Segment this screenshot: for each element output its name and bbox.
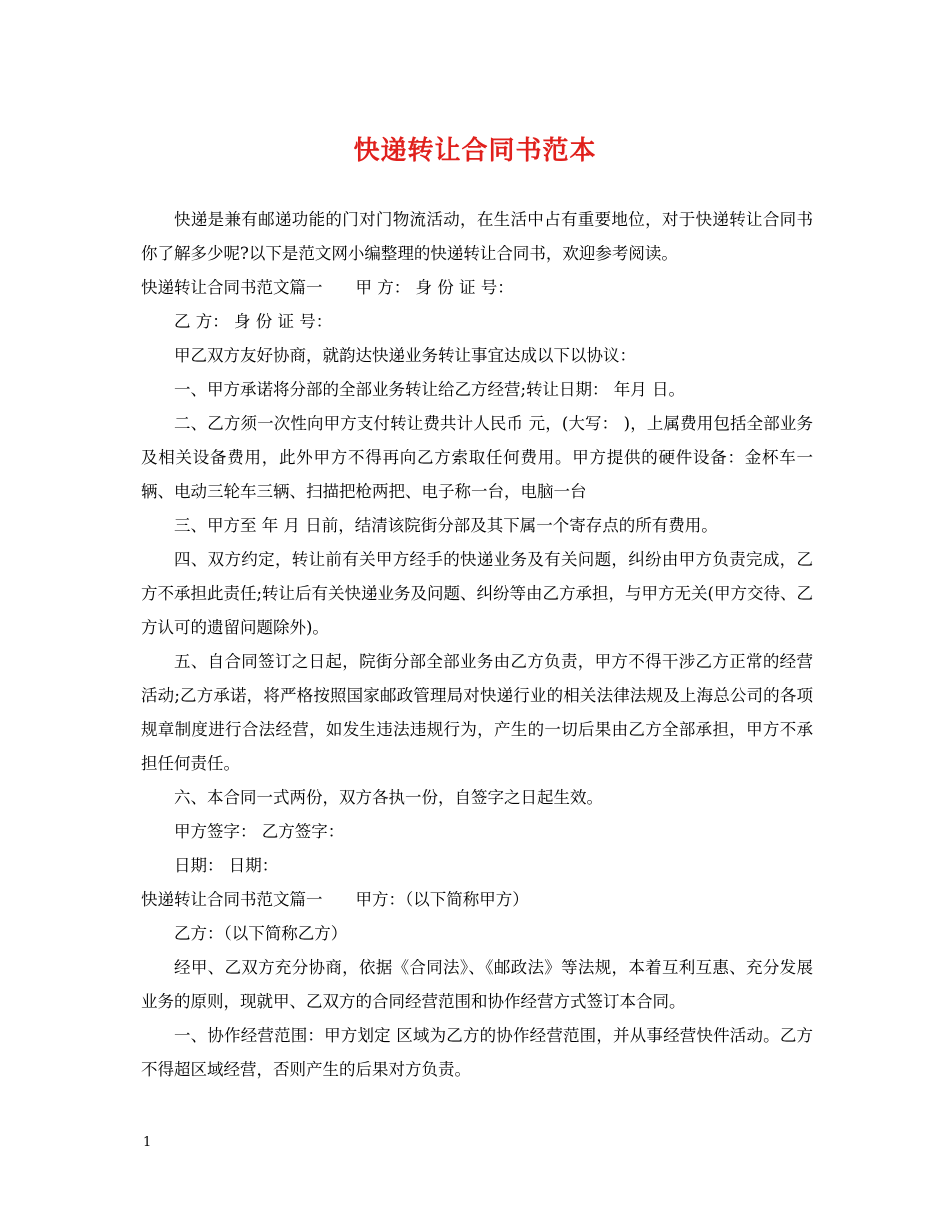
paragraph: 三、甲方至 年 月 日前，结清该院街分部及其下属一个寄存点的所有费用。 [174,516,718,535]
paragraph: 六、本合同一式两份，双方各执一份，自签字之日起生效。 [174,788,603,807]
paragraph: 经甲、乙双方充分协商，依据《合同法》、《邮政法》等法规，本着互利互惠、充分发展业务的原则，现就甲、乙双方的合同经营范围和协作经营方式签订本合同。 [141,958,813,1011]
paragraph: 乙方：（以下简称乙方） [174,924,348,943]
paragraph: 快递转让合同书范文篇一 甲方：（以下简称甲方） [141,890,529,909]
paragraph: 五、自合同签订之日起，院街分部全部业务由乙方负责，甲方不得干涉乙方正常的经营活动;乙方承诺，将严格按照国家邮政管理局对快递行业的相关法律法规及上海总公司的各项规章制度进行合法经营，如发生违法违规行为，产生的一切后果由乙方全部承担，甲方不承担任何责任。 [141,652,813,773]
paragraph: 乙 方： 身 份 证 号： [174,312,333,331]
paragraph: 甲乙双方友好协商，就韵达快递业务转让事宜达成以下以协议： [174,346,636,365]
document-body [141,203,813,1087]
paragraph: 二、乙方须一次性向甲方支付转让费共计人民币 元，(大写： )，上属费用包括全部业务及相关设备费用，此外甲方不得再向乙方索取任何费用。甲方提供的硬件设备：金杯车一辆、电动三轮车三辆、扫描把枪两把、电子称一台，电脑一台 [141,414,813,501]
paragraph: 快递是兼有邮递功能的门对门物流活动，在生活中占有重要地位，对于快递转让合同书你了解多少呢?以下是范文网小编整理的快递转让合同书，欢迎参考阅读。 [141,210,813,263]
document-title: 快递转让合同书范本 [353,136,597,166]
paragraph: 四、双方约定，转让前有关甲方经手的快递业务及有关问题，纠纷由甲方负责完成，乙方不承担此责任;转让后有关快递业务及问题、纠纷等由乙方承担，与甲方无关(甲方交待、乙方认可的遗留问题除外)。 [141,550,813,637]
paragraph: 一、协作经营范围：甲方划定 区域为乙方的协作经营范围，并从事经营快件活动。乙方不得超区域经营，否则产生的后果对方负责。 [141,1026,813,1079]
paragraph: 甲方签字： 乙方签字： [174,822,345,841]
paragraph: 快递转让合同书范文篇一 甲 方： 身 份 证 号： [141,278,514,297]
paragraph: 日期： 日期： [174,856,279,875]
page-number: 1 [143,1135,152,1150]
paragraph: 一、甲方承诺将分部的全部业务转让给乙方经营;转让日期： 年月 日。 [174,380,686,399]
